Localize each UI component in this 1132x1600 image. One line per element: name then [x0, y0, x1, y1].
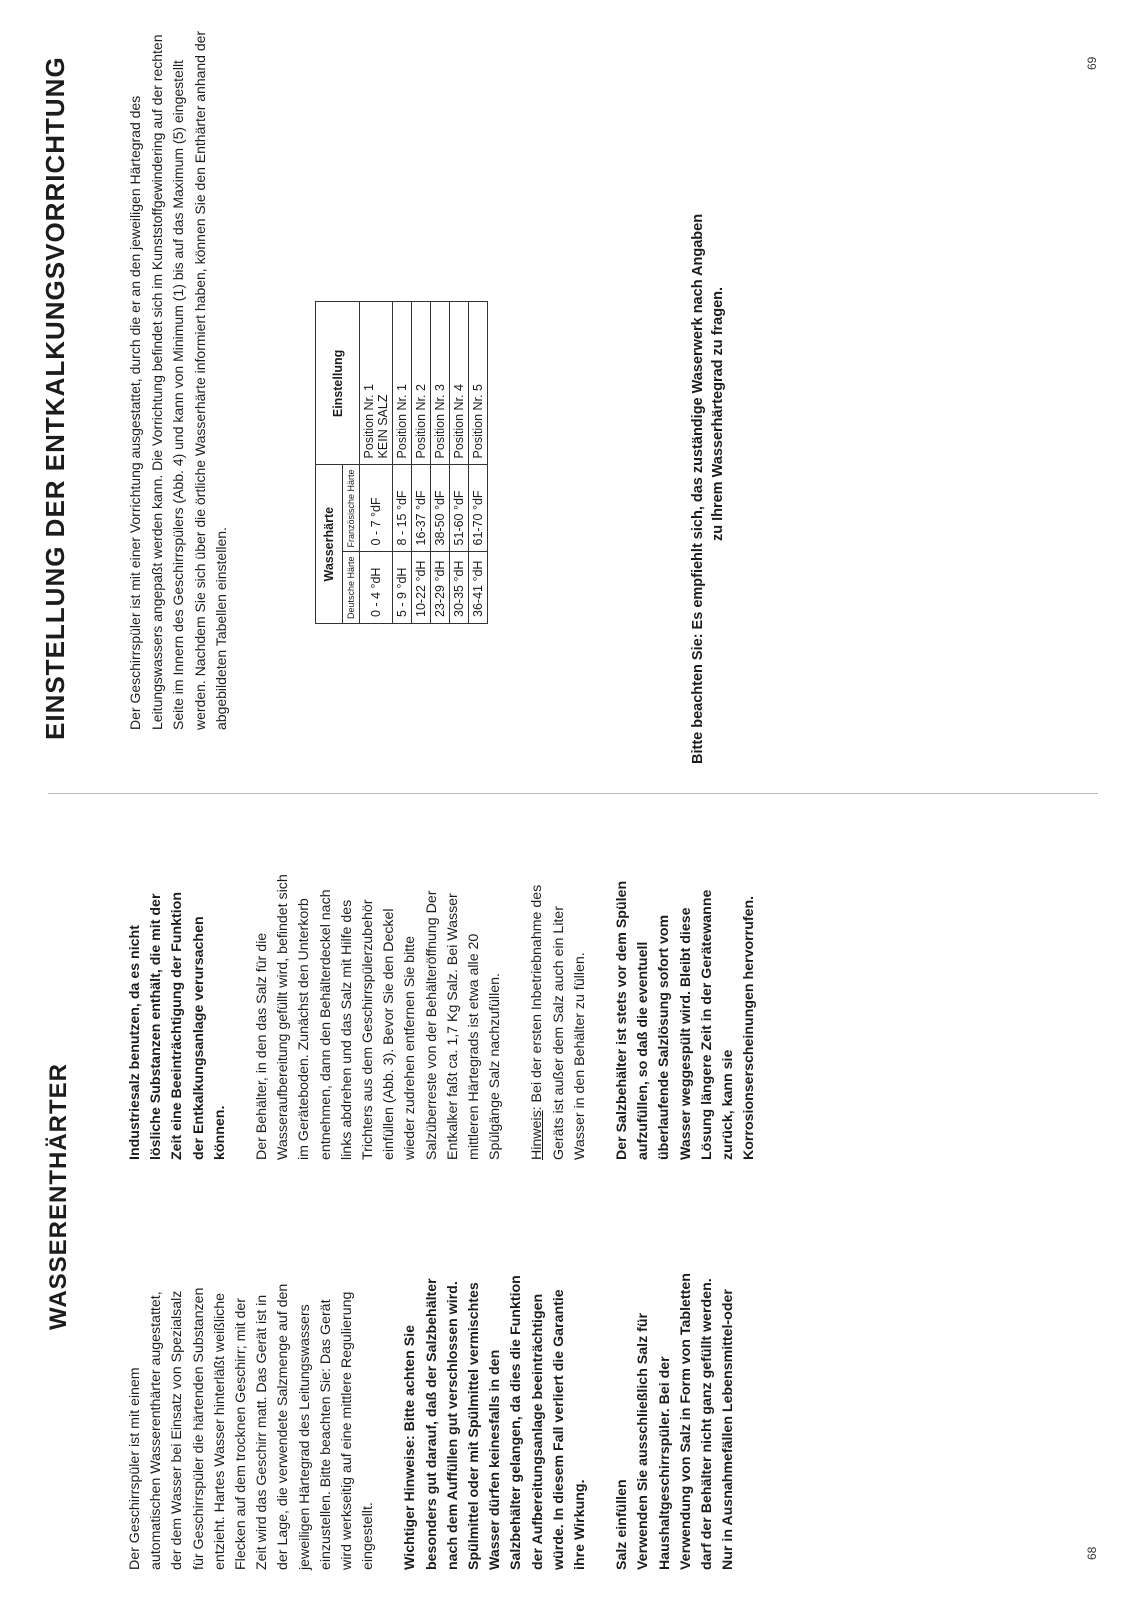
- table-row: [393, 302, 412, 624]
- table-row: [469, 302, 488, 624]
- setting-text: Position Nr. 1: [362, 384, 376, 459]
- table-row: [412, 302, 431, 624]
- salt-paragraph: Verwenden Sie ausschließlich Salz für Haushaltgeschirrspüler. Bei der Verwendung von Salz in Form von Tabletten darf der Behälter nicht ganz gefüllt werden. Nur in Ausnahmefällen Lebensmittel-oder: [635, 1273, 737, 1570]
- cell-setting: Position Nr. 5: [469, 302, 488, 465]
- continued-paragraph: Industriesalz benutzen, da es nicht lösliche Substanzen enthält, die mit der Zeit eine Beeinträchtigung der Funktion der Entkalkungsanlage verursachen können.: [127, 891, 228, 1160]
- page-divider: [48, 793, 1098, 794]
- table-row: [360, 302, 393, 624]
- cell-french: 38-50 °dF: [431, 465, 450, 552]
- page-title-descaling-setting: EINSTELLUNG DER ENTKALKUNGSVORRICHTUNG: [40, 56, 70, 740]
- intro-paragraph: Der Geschirrspüler ist mit einem automatischen Wasserenthärter augestattet, der dem Wasser bei Einsatz von Spezialsalz für Geschirrspüler die härtenden Substanzen entzieht. Hartes Wasser hinterläßt weißliche Flecken auf dem trocknen Geschirr; mit der Zeit wird das Geschirr matt. Das Gerät ist in der Lage, die verwendete Salzmenge auf den jeweiligen Härtegrad des Leitungswassers einzustellen. Bitte beachten Sie: Das Gerät wird werkseitig auf eine mittlere Regulierung eingestellt.: [127, 1283, 377, 1570]
- header-setting: Einstellung: [316, 302, 360, 465]
- warning-paragraph: Wichtiger Hinweise: Bitte achten Sie besonders gut darauf, daß der Salzbehälter nach dem Auffüllen gut verschlossen wird. Spülmittel oder mit Spülmittel vermischtes Wasser dürfen keinesfalls in den Salzbehälter gelangen, da dies die Funktion der Aufbereitungsanlage beeinträchtigen würde. In diesem Fall verliert die Garantie ihre Wirkung.: [402, 1275, 589, 1570]
- cell-french: 51-60 °dF: [450, 465, 469, 552]
- table-row: [431, 302, 450, 624]
- cell-setting: Position Nr. 2: [412, 302, 431, 465]
- refill-paragraph: Der Salzbehälter ist stets vor dem Spülen aufzufüllen, so daß die eventuell überlaufende Salzlösung sofort vom Wasser weggespült wird. Bleibt diese Lösung längere Zeit in der Gerätewanne zurück, kann sie Korrosionserscheinungen hervorrufen.: [614, 880, 758, 1160]
- cell-setting: Position Nr. 3: [431, 302, 450, 465]
- header-german-hardness: Deutsche Härte: [343, 552, 360, 624]
- note-text: : Bei der ersten Inbetriebnahme des Geräts ist außer dem Salz auch ein Liter Wasser in den Behälter zu füllen.: [529, 884, 588, 1160]
- header-water-hardness: Wasserhärte: [316, 465, 343, 624]
- cell-setting: Position Nr. 4: [450, 302, 469, 465]
- cell-setting: Position Nr. 1: [393, 302, 412, 465]
- cell-french: 8 - 15 °dF: [393, 465, 412, 552]
- cell-french: 16-37 °dF: [412, 465, 431, 552]
- cell-german: 23-29 °dH: [431, 552, 450, 624]
- page-title-water-softener: WASSERENTHÄRTER: [45, 1062, 72, 1330]
- cell-german: 0 - 4 °dH: [360, 552, 393, 624]
- notice-line-1: Bitte beachten Sie: Es empfiehlt sich, das zuständige Waserwerk nach Angaben: [690, 213, 706, 764]
- cell-german: 10-22 °dH: [412, 552, 431, 624]
- container-paragraph: Der Behälter, in den das Salz für die Wasseraufbereitung gefüllt wird, befindet sich im Geräteboden. Zunächst den Unterkorb entnehmen, dann den Behälterdeckel nach links abdrehen und das Salz mit Hilfe des Trichters aus dem Geschirrspülerzubehör einfüllen (Abb. 3). Bevor Sie den Deckel wieder zudrehen entfernen Sie bitte Salzüberreste von der Behälteröffnung Der Entkalker faßt ca. 1,7 Kg Salz. Bei Wasser mittleren Härtegrads ist etwa alle 20 Spülgänge Salz nachzufüllen.: [254, 874, 504, 1160]
- cell-french: 0 - 7 °dF: [360, 465, 393, 552]
- left-column-2: [125, 870, 781, 1160]
- left-column-1: [125, 1272, 739, 1570]
- cell-german: 30-35 °dH: [450, 552, 469, 624]
- cell-german: 5 - 9 °dH: [393, 552, 412, 624]
- header-french-hardness: Französische Härte: [343, 465, 360, 552]
- right-intro-paragraph: Der Geschirrspüler ist mit einer Vorrichtung ausgestattet, durch die er an den jeweiligen Härtegrad des Leitungswassers angepaßt werden kann. Die Vorrichtung befindet sich im Kunststoffgewindering auf der rechten Seite im Innern des Geschirrspülers (Abb. 4) und kann von Minimum (1) bis auf das Maximum (5) eingestellt werden. Nachdem Sie sich über die örtliche Wasserhärte informiert haben, können Sie den Enthärter anhand der abgebildeten Tabellen einstellen.: [127, 30, 229, 730]
- cell-french: 61-70 °dF: [469, 465, 488, 552]
- setting-extra: KEIN SALZ: [376, 394, 390, 459]
- notice-line-2: zu Ihrem Wasserhärtegrad zu fragen.: [710, 286, 726, 542]
- page-number-left: 68: [1085, 1546, 1099, 1560]
- cell-german: 36-41 °dH: [469, 552, 488, 624]
- water-hardness-table: [315, 301, 488, 624]
- note-paragraph: [527, 870, 591, 1160]
- table-row: [450, 302, 469, 624]
- cell-setting: [360, 302, 393, 465]
- page-number-right: 69: [1085, 56, 1099, 70]
- notice-paragraph: [688, 64, 728, 764]
- salt-heading: Salz einfüllen: [614, 1479, 631, 1570]
- note-label: Hinweis: [529, 1110, 546, 1160]
